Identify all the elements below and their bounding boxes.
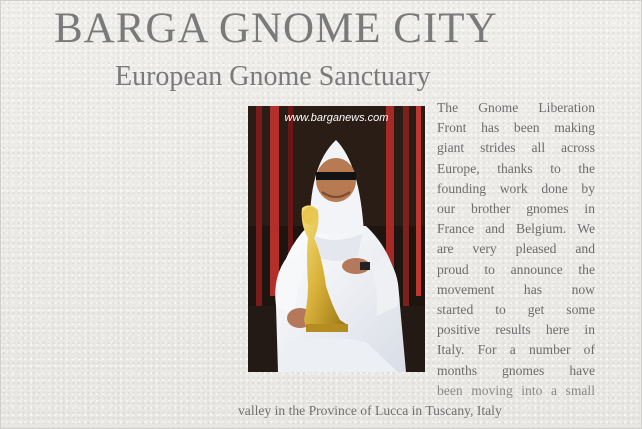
article-line: Front has been making [437,120,595,136]
article-line: started to get some [437,302,595,318]
article-line: our brother gnomes in [437,201,595,217]
article-line: months gnomes have [437,362,595,378]
article-column [437,98,595,401]
article-line: are very pleased and [437,241,595,257]
article-bottom-line: valley in the Province of Lucca in Tuscany, Italy [238,403,502,418]
gnome-photo [248,106,425,372]
page-title: BARGA GNOME CITY [54,5,498,52]
article-line: Europe, thanks to the [437,160,595,176]
article-line: Italy. For a number of [437,342,595,358]
article-line: movement has now [437,281,595,297]
article-line: The Gnome Liberation [437,100,595,115]
article-line: France and Belgium. We [437,221,595,237]
photo-watermark: www.barganews.com [284,112,389,124]
article-line: been moving into a small [437,382,595,398]
photo-illustration [248,106,425,372]
article-line: giant strides all across [437,140,595,156]
article-line: positive results here in [437,322,595,338]
page-subtitle: European Gnome Sanctuary [115,61,431,92]
article-line: founding work done by [437,180,595,196]
article-line: proud to announce the [437,261,595,277]
